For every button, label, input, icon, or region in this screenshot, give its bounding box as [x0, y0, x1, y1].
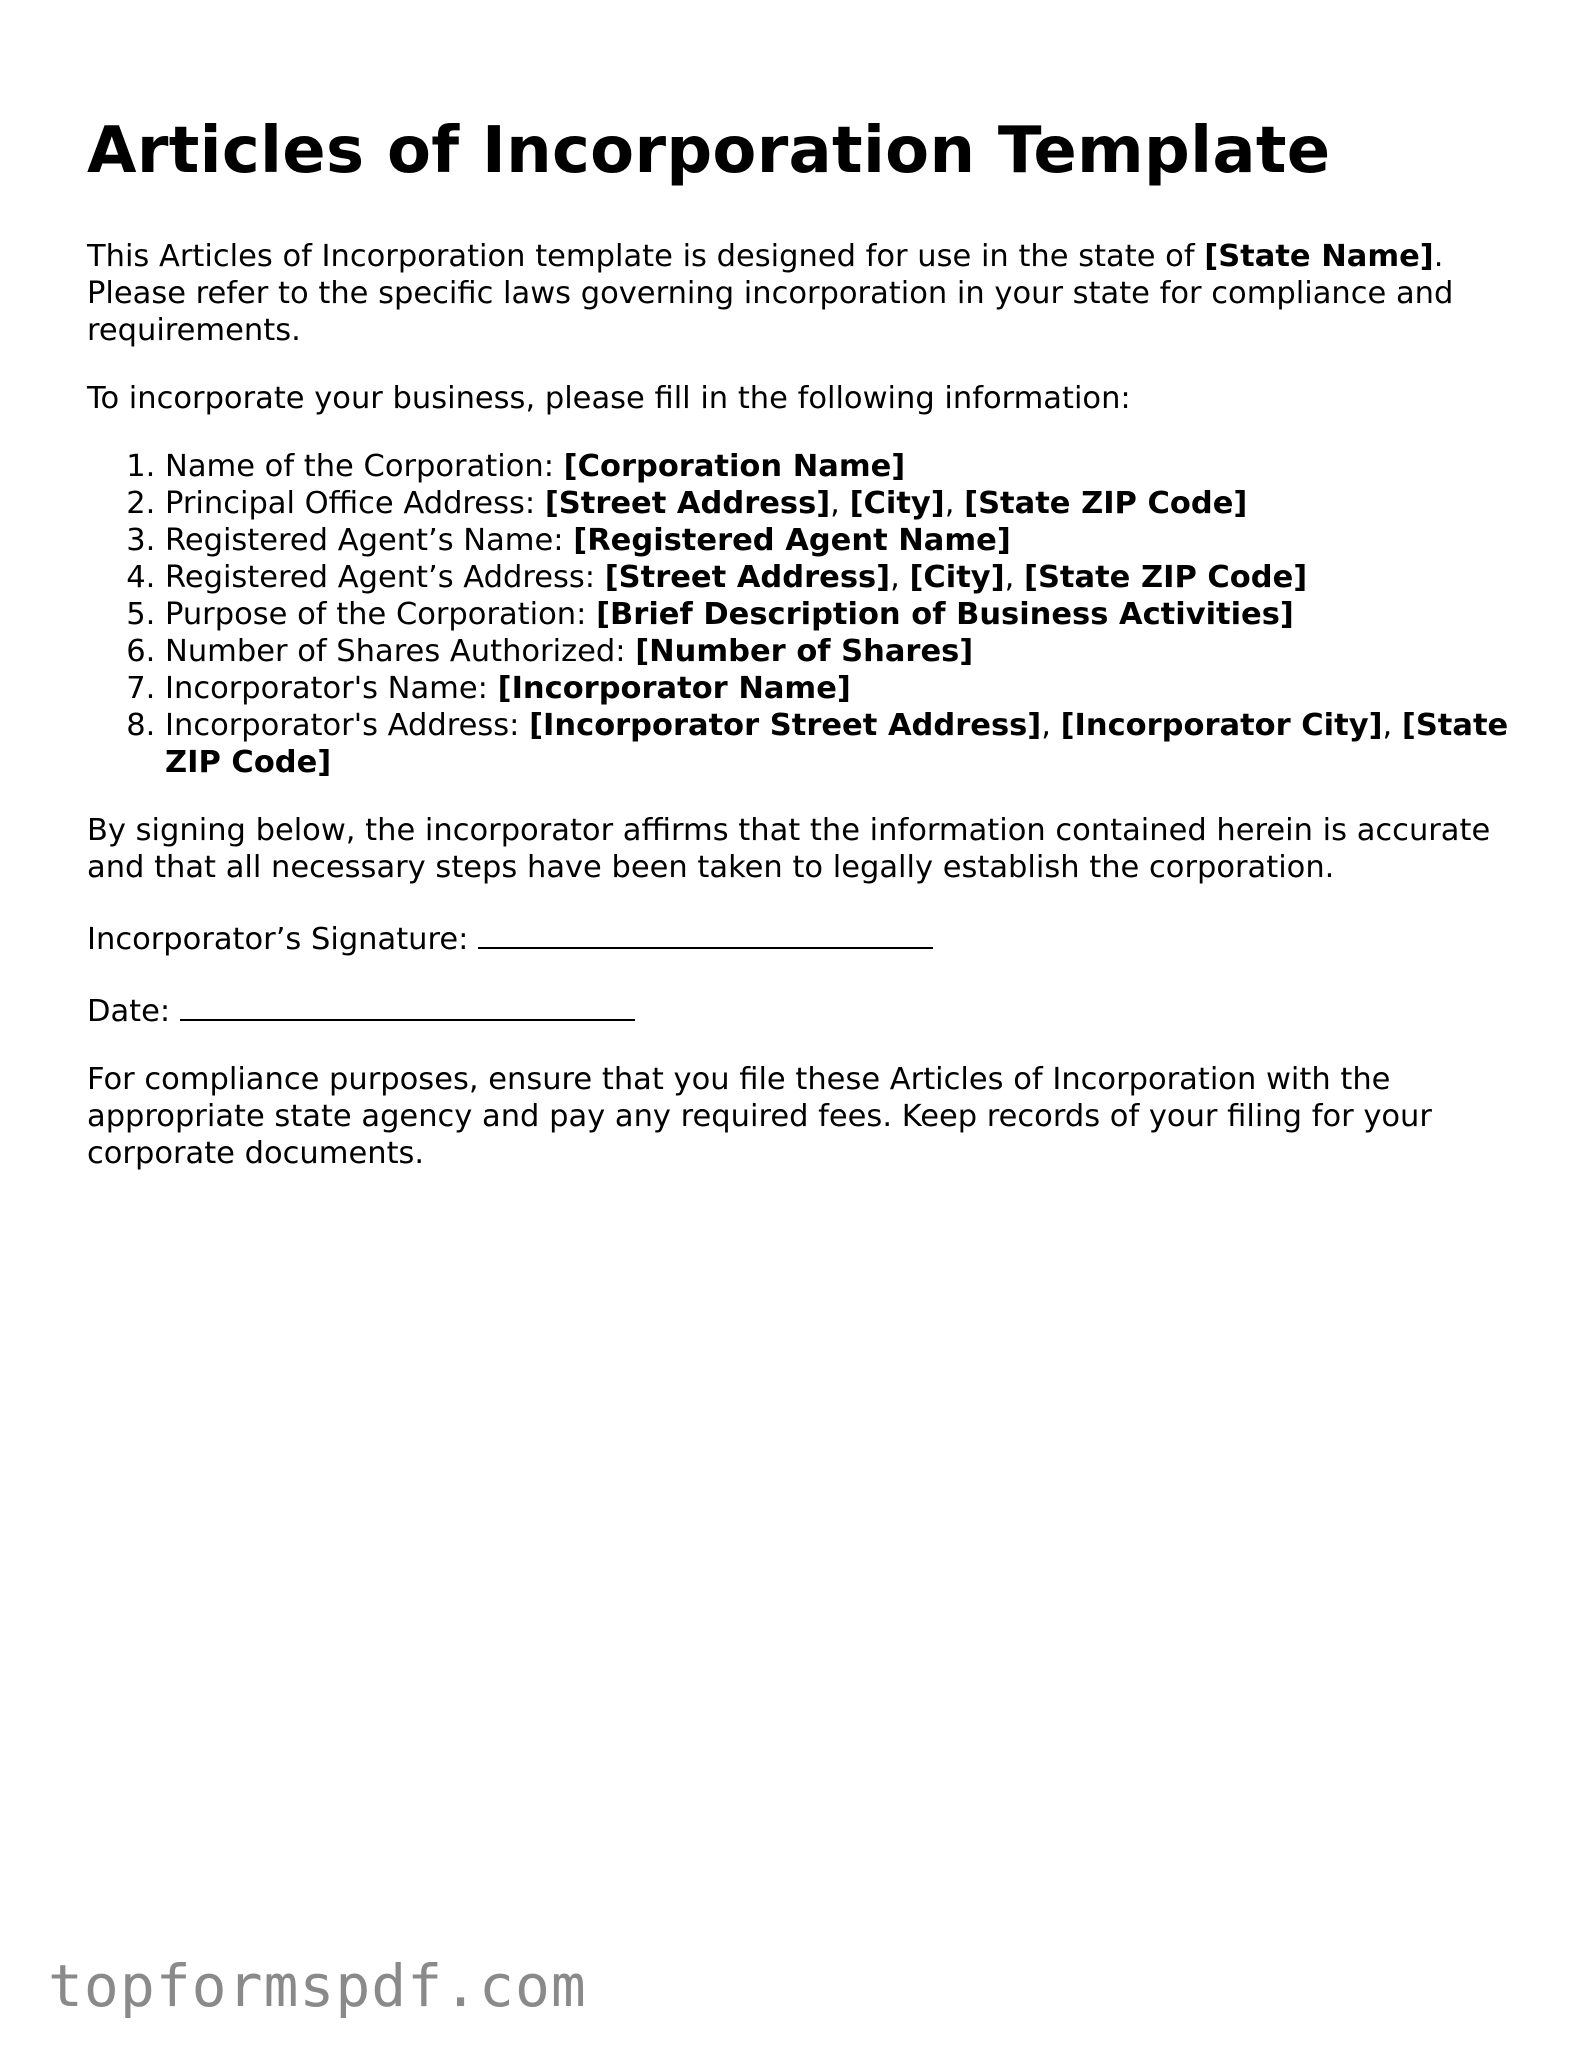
placeholder: [State ZIP Code] — [964, 486, 1248, 521]
date-label: Date: — [87, 994, 180, 1029]
item-label: Principal Office Address: — [165, 486, 545, 521]
document-page — [87, 108, 1517, 1203]
placeholder: [Corporation Name] — [563, 449, 906, 484]
placeholder: [City] — [909, 560, 1005, 595]
item-label: Name of the Corporation: — [165, 449, 564, 484]
item-label: Purpose of the Corporation: — [165, 597, 597, 632]
separator: , — [890, 560, 910, 595]
list-item-purpose — [165, 596, 1517, 633]
placeholder: [Number of Shares] — [635, 634, 974, 669]
placeholder: [Incorporator City] — [1060, 708, 1383, 743]
list-item-registered-agent-address — [165, 559, 1517, 596]
item-label: Incorporator's Name: — [165, 671, 498, 706]
separator: , — [830, 486, 850, 521]
placeholder: [State ZIP Code] — [1024, 560, 1308, 595]
item-label: Number of Shares Authorized: — [165, 634, 636, 669]
information-list — [87, 448, 1517, 781]
separator: , — [1041, 708, 1061, 743]
separator: , — [1004, 560, 1025, 595]
placeholder: [Incorporator Name] — [497, 671, 851, 706]
intro-text-after: . Please refer to the specific laws governing incorporation in your state for compliance and requirements. — [87, 239, 1454, 348]
list-item-principal-office-address — [165, 485, 1517, 522]
list-item-incorporator-address — [165, 707, 1517, 781]
separator: , — [1382, 708, 1402, 743]
placeholder: [Registered Agent Name] — [573, 523, 1011, 558]
separator: , — [944, 486, 965, 521]
instruction-paragraph: To incorporate your business, please fill in the following information: — [87, 381, 1131, 416]
state-name-placeholder: [State Name] — [1204, 239, 1434, 274]
date-line — [87, 989, 1517, 1030]
signature-blank[interactable] — [478, 917, 933, 949]
signature-line — [87, 917, 1517, 958]
item-label: Registered Agent’s Name: — [165, 523, 574, 558]
placeholder: [State ZIP Code] — [165, 708, 1509, 780]
list-item-incorporator-name — [165, 670, 1517, 707]
placeholder: [City] — [849, 486, 945, 521]
placeholder: [Brief Description of Business Activities] — [596, 597, 1294, 632]
item-label: Incorporator's Address: — [165, 708, 530, 743]
placeholder: [Street Address] — [544, 486, 831, 521]
affirmation-paragraph: By signing below, the incorporator affirms that the information contained herein is accurate and that all necessary steps have been taken to legally establish the corporation. — [87, 813, 1491, 885]
intro-paragraph — [87, 238, 1517, 349]
list-item-registered-agent-name — [165, 522, 1517, 559]
placeholder: [Incorporator Street Address] — [529, 708, 1042, 743]
compliance-paragraph: For compliance purposes, ensure that you file these Articles of Incorporation with the appropriate state agency and pay any required fees. Keep records of your filing for your corporate documents. — [87, 1062, 1432, 1171]
item-label: Registered Agent’s Address: — [165, 560, 605, 595]
list-item-corporation-name — [165, 448, 1517, 485]
date-blank[interactable] — [180, 989, 635, 1021]
list-item-number-of-shares — [165, 633, 1517, 670]
placeholder: [Street Address] — [604, 560, 891, 595]
page-title: Articles of Incorporation Template — [87, 114, 1331, 188]
intro-text-before: This Articles of Incorporation template is designed for use in the state of — [87, 239, 1205, 274]
watermark: topformspdf.com — [48, 1952, 587, 2020]
signature-label: Incorporator’s Signature: — [87, 922, 479, 957]
